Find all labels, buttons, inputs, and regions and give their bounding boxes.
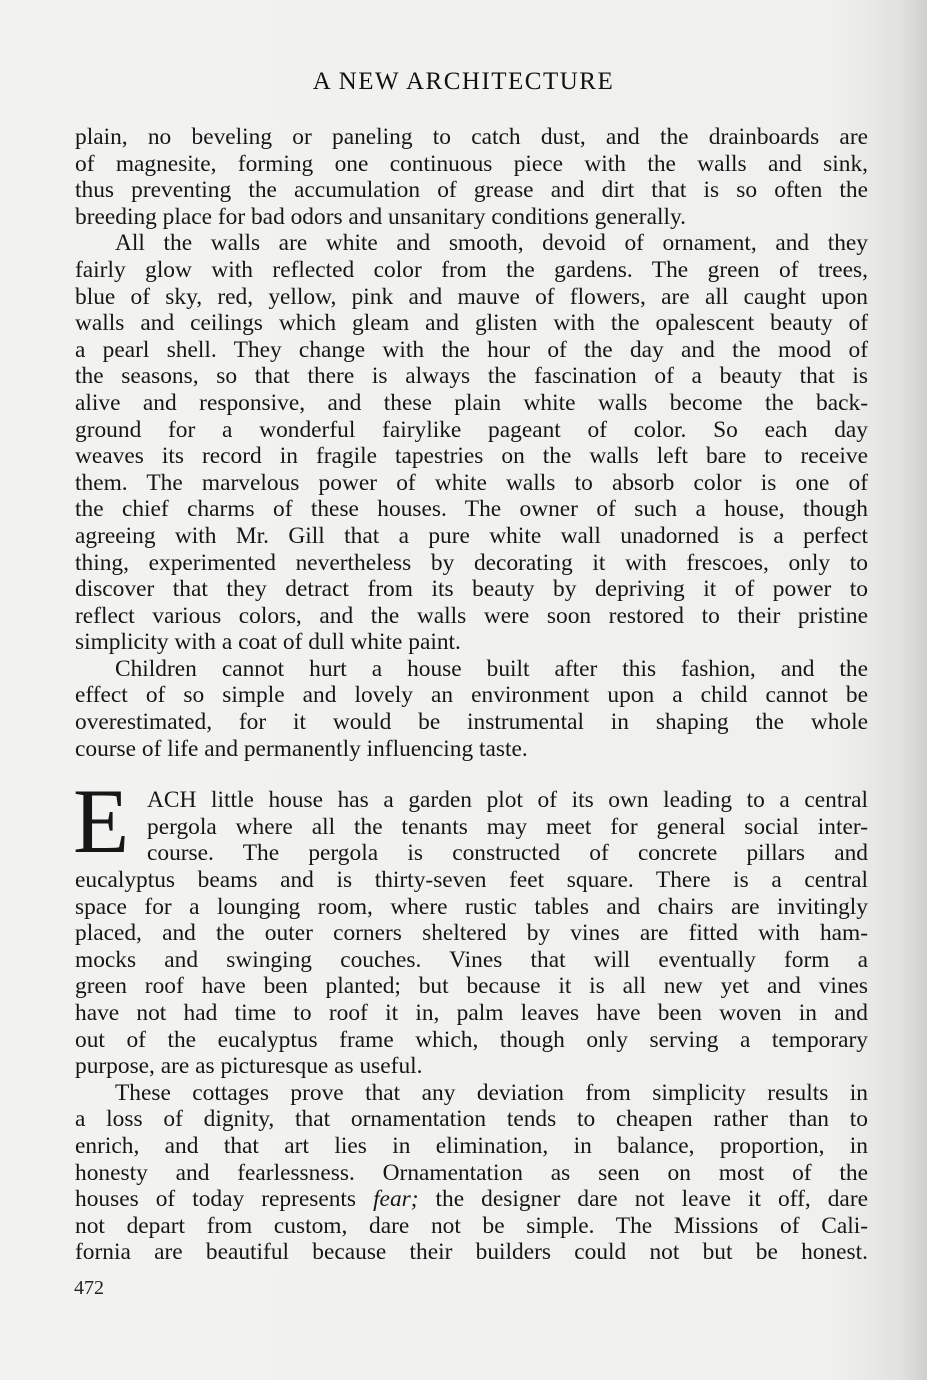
text-line: the seasons, so that there is always the fascination of a beauty that is — [75, 363, 868, 390]
text-line: ACH little house has a garden plot of its own leading to a central — [147, 787, 868, 814]
text-line: ground for a wonderful fairylike pageant of color. So each day — [75, 416, 868, 443]
text-line: blue of sky, red, yellow, pink and mauve of flowers, are all caught upon — [75, 283, 868, 310]
text-line: purpose, are as picturesque as useful. — [75, 1053, 423, 1080]
running-head: A NEW ARCHITECTURE — [312, 68, 615, 95]
text-line: eucalyptus beams and is thirty-seven feet square. There is a central — [75, 867, 868, 894]
text-line: simplicity with a coat of dull white paint. — [75, 629, 461, 656]
section-pergola — [73, 770, 868, 1266]
text-line: All the walls are white and smooth, devoid of ornament, and they — [115, 230, 868, 257]
text-line: enrich, and that art lies in elimination, in balance, proportion, in — [75, 1132, 868, 1159]
text-line: These cottages prove that any deviation from simplicity results in — [115, 1079, 868, 1106]
drop-cap-initial: E — [73, 770, 130, 873]
text-line: overestimated, for it would be instrumental in shaping the whole — [75, 709, 868, 736]
text-line: green roof have been planted; but because it is all new yet and vines — [75, 973, 868, 1000]
text-line: alive and responsive, and these plain white walls become the back- — [75, 389, 868, 416]
text-line: thus preventing the accumulation of grease and dirt that is so often the — [75, 177, 868, 204]
text-line: thing, experimented nevertheless by decorating it with frescoes, only to — [75, 549, 868, 576]
text-line: walls and ceilings which gleam and glisten with the opalescent beauty of — [75, 310, 868, 337]
text-line: Children cannot hurt a house built after this fashion, and the — [115, 655, 868, 682]
text-line: agreeing with Mr. Gill that a pure white wall unadorned is a perfect — [75, 522, 868, 549]
text-line: effect of so simple and lovely an environment upon a child cannot be — [75, 682, 868, 709]
text-line: a loss of dignity, that ornamentation tends to cheapen rather than to — [75, 1106, 868, 1133]
text-line: not depart from custom, dare not be simple. The Missions of Cali- — [75, 1212, 868, 1239]
paragraph — [75, 656, 868, 762]
text-line: out of the eucalyptus frame which, though only serving a temporary — [75, 1026, 868, 1053]
text-line: breeding place for bad odors and unsanitary conditions generally. — [75, 203, 686, 230]
text-line: plain, no beveling or paneling to catch dust, and the drainboards are — [75, 124, 868, 150]
paragraph — [75, 230, 868, 656]
text-line: placed, and the outer corners sheltered by vines are fitted with ham- — [75, 920, 868, 947]
text-line: course of life and permanently influencing taste. — [75, 735, 528, 762]
text-line: mocks and swinging couches. Vines that will eventually form a — [75, 946, 868, 973]
text-line: have not had time to roof it in, palm leaves have been woven in and — [75, 1000, 868, 1026]
text-line-with-italic — [75, 1186, 868, 1213]
text-line: course. The pergola is constructed of concrete pillars and — [147, 840, 868, 867]
text-line: fornia are beautiful because their builders could not but be honest. — [75, 1239, 868, 1266]
text-line: pergola where all the tenants may meet for general social inter- — [147, 813, 868, 840]
text-line: discover that they detract from its beauty by depriving it of power to — [75, 576, 868, 603]
page-number: 472 — [74, 1277, 104, 1299]
text-fragment: the designer dare not leave it off, dare — [418, 1186, 868, 1213]
text-line: reflect various colors, and the walls were soon restored to their pristine — [75, 602, 868, 629]
text-line: space for a lounging room, where rustic tables and chairs are invitingly — [75, 893, 868, 920]
text-line: weaves its record in fragile tapestries on the walls left bare to receive — [75, 443, 868, 470]
text-line: honesty and fearlessness. Ornamentation as seen on most of the — [75, 1159, 868, 1186]
italic-word: fear; — [373, 1186, 419, 1213]
text-line: fairly glow with reflected color from the gardens. The green of trees, — [75, 256, 868, 283]
text-line: a pearl shell. They change with the hour of the day and the mood of — [75, 336, 868, 363]
text-line: of magnesite, forming one continuous piece with the walls and sink, — [75, 150, 868, 177]
text-line: them. The marvelous power of white walls to absorb color is one of — [75, 469, 868, 496]
text-fragment: houses of today represents — [75, 1186, 374, 1213]
text-line: the chief charms of these houses. The owner of such a house, though — [75, 496, 868, 523]
body-text — [75, 124, 868, 1266]
paragraph — [75, 124, 868, 230]
